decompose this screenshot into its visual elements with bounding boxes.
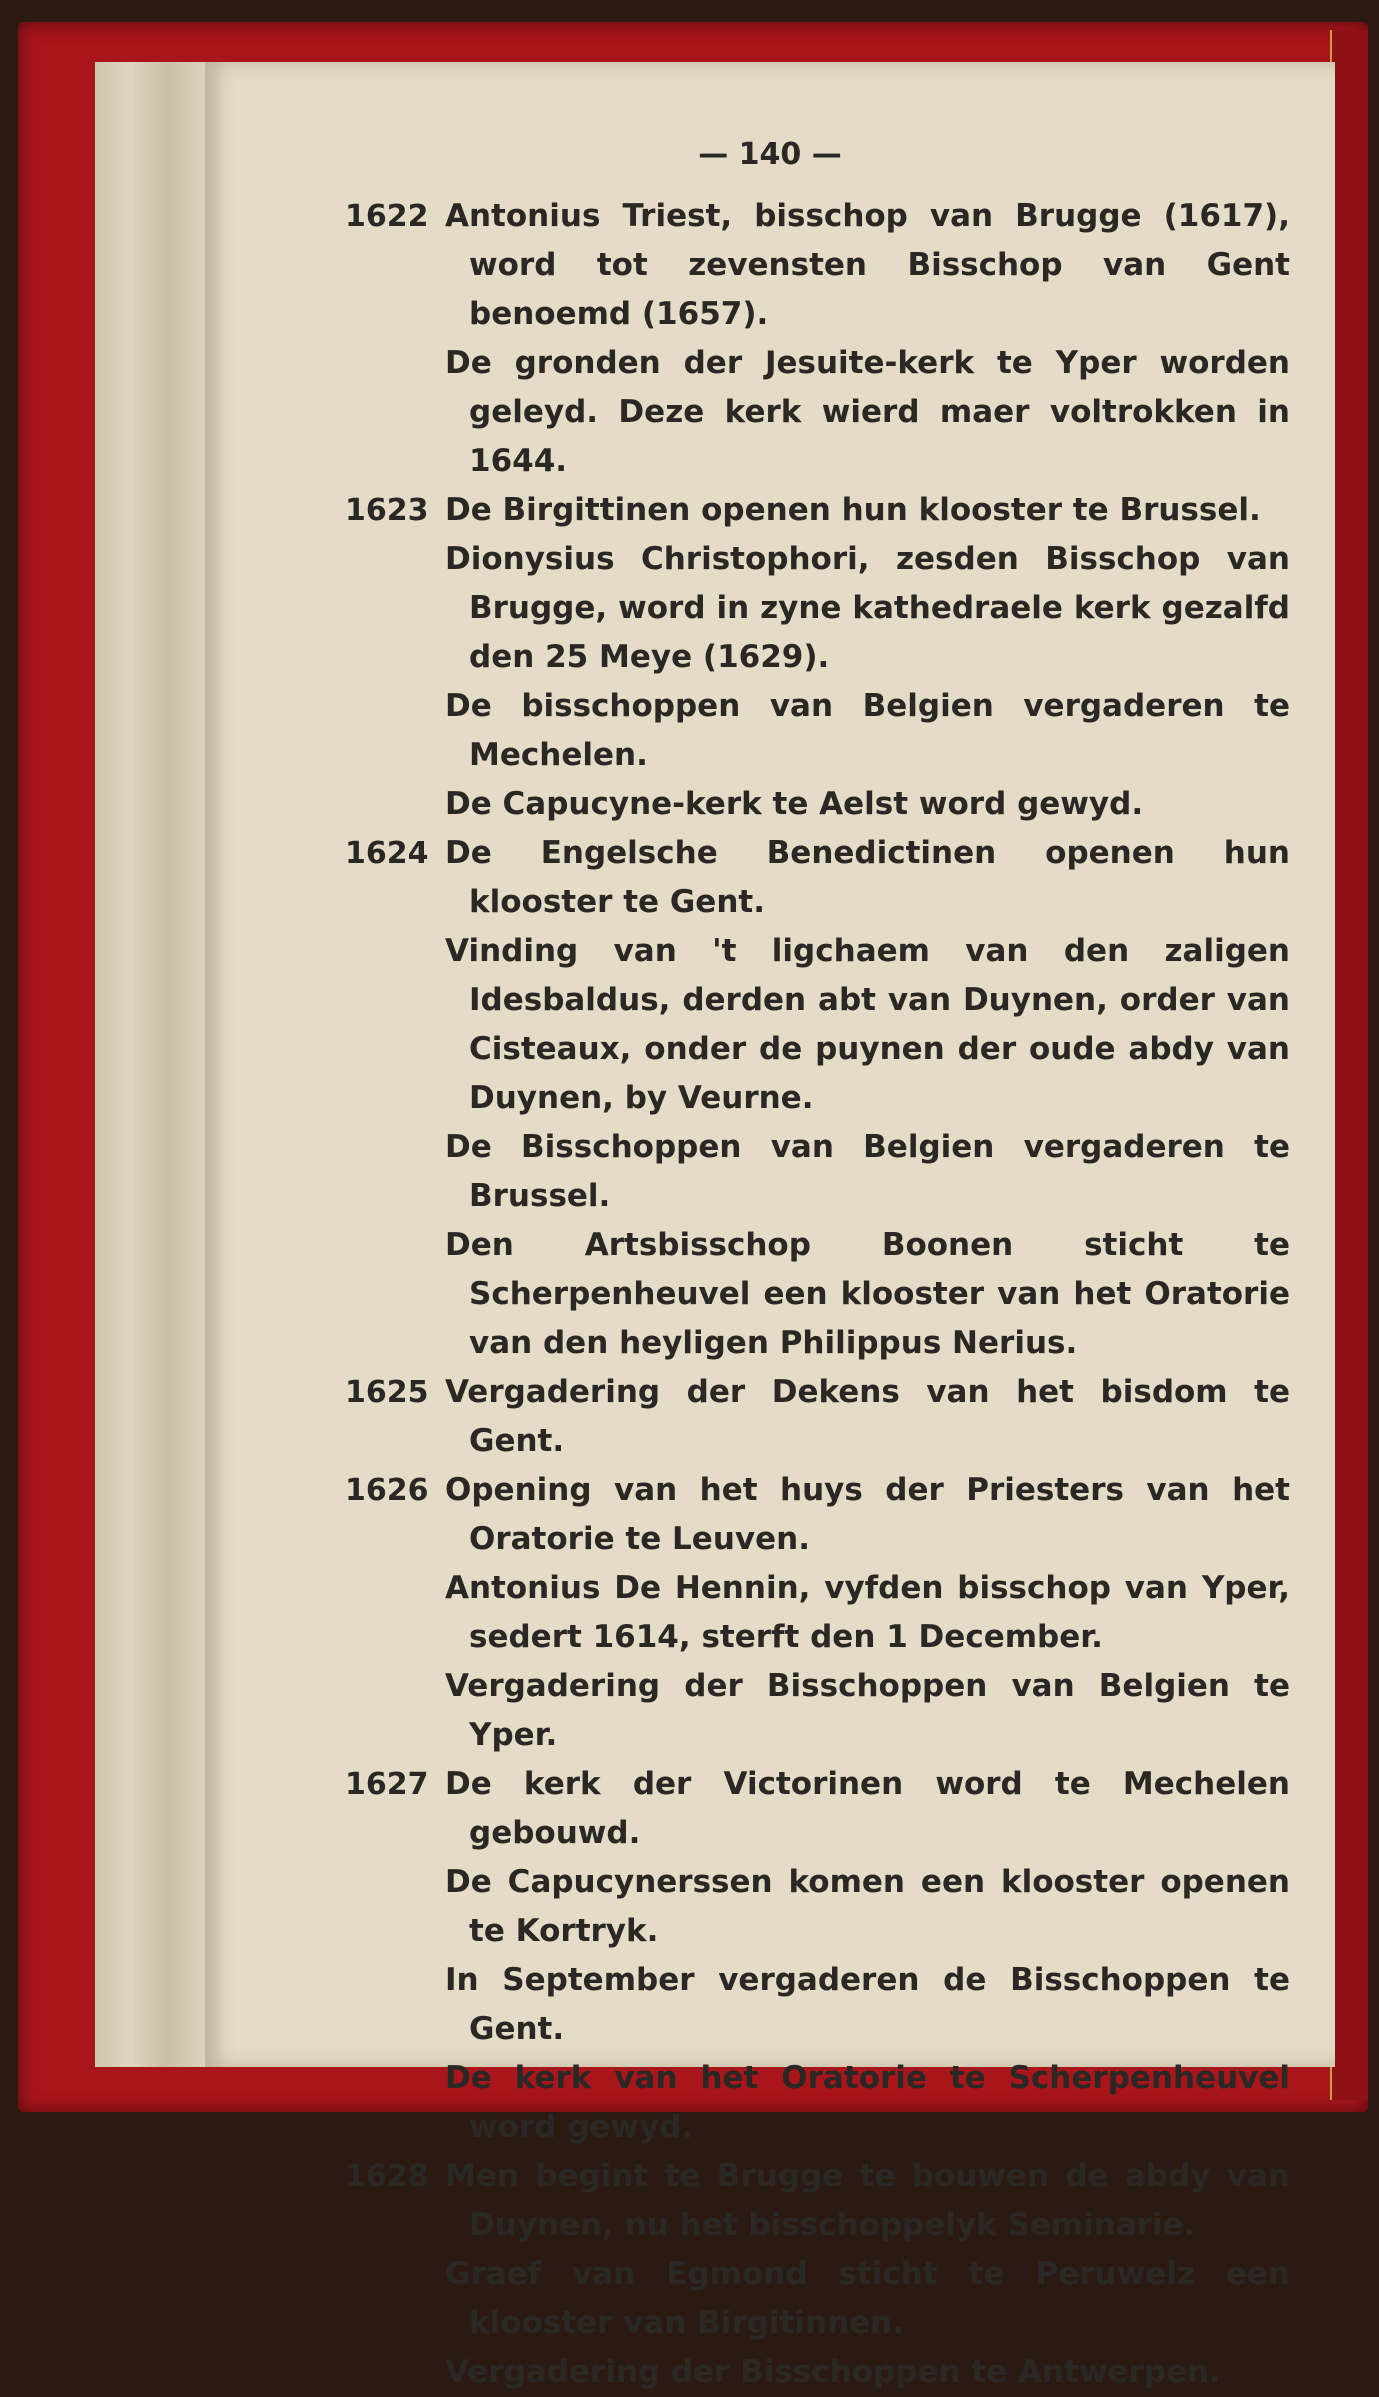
year-label: 1626 [345, 1473, 429, 1508]
year-block-1622 [205, 192, 1335, 486]
entry-text: Vinding van 't ligchaem van den zaligen Idesbaldus, derden abt van Duynen, order van Cisteaux, onder de puynen der oude abdy van Duynen, by Veurne. [445, 933, 1290, 1116]
year-block-1627 [205, 1760, 1335, 2152]
entry-text: Vergadering der Dekens van het bisdom te Gent. [445, 1374, 1290, 1459]
book-spine-edge [1330, 30, 1368, 2100]
entry-text: Graef van Egmond sticht te Peruwelz een klooster van Birgitinnen. [445, 2256, 1290, 2341]
entry-text: Opening van het huys der Priesters van het Oratorie te Leuven. [445, 1472, 1290, 1557]
entry-text: De Bisschoppen van Belgien vergaderen te Brussel. [445, 1129, 1290, 1214]
book-page [205, 62, 1335, 2390]
year-block-1625 [205, 1368, 1335, 1466]
entry-text: Vergadering der Bisschoppen van Belgien te Yper. [445, 1668, 1290, 1753]
entry-text: Antonius De Hennin, vyfden bisschop van Yper, sedert 1614, sterft den 1 December. [445, 1570, 1290, 1655]
year-block-1623 [205, 486, 1335, 829]
entry-text: Dionysius Christophori, zesden Bisschop van Brugge, word in zyne kathedraele kerk gezalfd den 25 Meye (1629). [445, 541, 1290, 675]
page-number: — 140 — [698, 137, 842, 172]
entry-text: De Capucynerssen komen een klooster openen te Kortryk. [445, 1864, 1290, 1949]
year-block-1626 [205, 1466, 1335, 1760]
entry-text: De gronden der Jesuite-kerk te Yper worden geleyd. Deze kerk wierd maer voltrokken in 1644. [445, 345, 1290, 479]
year-label: 1628 [345, 2159, 429, 2194]
year-label: 1623 [345, 493, 429, 528]
entry-text: De Capucyne-kerk te Aelst word gewyd. [445, 786, 1144, 822]
entry-text: Vergadering der Bisschoppen te Antwerpen. [445, 2354, 1221, 2390]
year-label: 1625 [345, 1375, 429, 1410]
year-label: 1627 [345, 1767, 429, 1802]
entry-text: De kerk van het Oratorie te Scherpenheuvel word gewyd. [445, 2060, 1290, 2145]
year-label: 1624 [345, 836, 429, 871]
year-label: 1622 [345, 199, 429, 234]
page-stack [95, 62, 215, 2067]
entry-text: De bisschoppen van Belgien vergaderen te Mechelen. [445, 688, 1290, 773]
entry-text: Men begint te Brugge te bouwen de abdy van Duynen, nu het bisschoppelyk Seminarie. [445, 2158, 1290, 2243]
entry-text: De Birgittinen openen hun klooster te Brussel. [445, 492, 1261, 528]
entry-text: Antonius Triest, bisschop van Brugge (1617), word tot zevensten Bisschop van Gent benoemd (1657). [445, 198, 1290, 332]
year-block-1628 [205, 2152, 1335, 2397]
entry-text: Den Artsbisschop Boonen sticht te Scherpenheuvel een klooster van het Oratorie van den heyligen Philippus Nerius. [445, 1227, 1290, 1361]
entry-text: De Engelsche Benedictinen openen hun klooster te Gent. [445, 835, 1290, 920]
entry-text: De kerk der Victorinen word te Mechelen gebouwd. [445, 1766, 1290, 1851]
chronicle-entries [205, 192, 1335, 2397]
year-block-1624 [205, 829, 1335, 1368]
entry-text: In September vergaderen de Bisschoppen te Gent. [445, 1962, 1290, 2047]
